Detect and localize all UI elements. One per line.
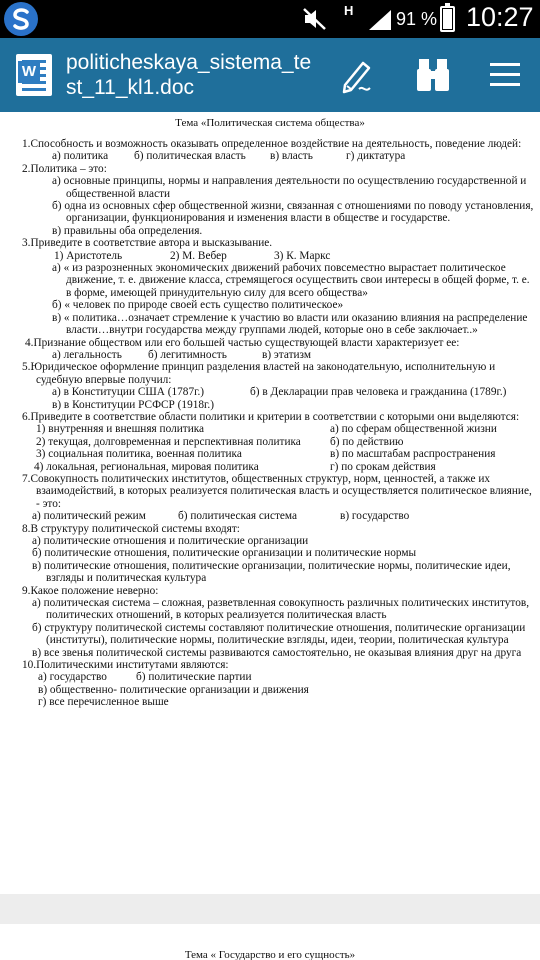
answer-option: в) политические отношения, политические организации, политические нормы, политические идеи, взгляды и политическая культура bbox=[32, 559, 511, 585]
edit-button[interactable] bbox=[334, 52, 380, 98]
answer-option: а) политические отношения и политические организации bbox=[32, 535, 309, 547]
question-5: 5.Юридическое оформление принцип разделения властей на законодательную, исполнительную и судебную впервые получил: bbox=[22, 361, 496, 386]
answer-option: в) правильны оба определения. bbox=[52, 224, 203, 237]
answer-option: б) одна из основных сфер общественной жизни, связанная с отношениями по поводу установления, организации, функционирования и изменения власти в обществе и государстве. bbox=[52, 200, 534, 225]
answer-option: г) диктатура bbox=[346, 150, 406, 163]
answer-option: а) основные принципы, нормы и направления деятельности по осуществлению государственной и общественной власти bbox=[52, 175, 527, 200]
question-4: 4.Признание обществом или его большей частью существующей власти характеризует ее: bbox=[25, 336, 460, 349]
answer-option: б) политическая власть bbox=[134, 150, 246, 163]
author: 3) К. Маркс bbox=[274, 249, 331, 262]
match-left: 2) текущая, долговременная и перспективная политика bbox=[36, 435, 301, 448]
mute-icon bbox=[303, 8, 327, 35]
document-page[interactable] bbox=[0, 112, 540, 894]
doc-icon-letter: W bbox=[18, 61, 40, 83]
question-9: 9.Какое положение неверно: bbox=[22, 584, 159, 597]
author: 2) М. Вебер bbox=[170, 249, 227, 262]
answer-option: б) структуру политической системы составляют политические отношения, политические организации (институты), политические нормы, политические взгляды, идеи, теории, политическая культура bbox=[32, 621, 526, 647]
next-page-title: Тема « Государство и его сущность» bbox=[184, 949, 356, 960]
word-doc-icon bbox=[16, 54, 52, 96]
answer-option: б) « человек по природе своей есть существо политическое» bbox=[52, 299, 344, 312]
match-left: 1) внутренняя и внешняя политика bbox=[36, 423, 205, 436]
app-bar bbox=[0, 38, 540, 112]
match-left: 3) социальная политика, военная политика bbox=[36, 448, 242, 461]
match-right: в) по масштабам распространения bbox=[330, 448, 496, 461]
answer-option: б) политические отношения, политические организации и политические нормы bbox=[32, 547, 417, 560]
document-page-2[interactable] bbox=[0, 924, 540, 960]
question-7: 7.Совокупность политических институтов, общественных структур, норм, ценностей, а также их взаимодействий, в которых реализуется политическая власть и осуществляется политическое влияние, - это: bbox=[22, 472, 532, 510]
question-6: 6.Приведите в соответствие области политики и критерии в соответствии с которыми они выделяются: bbox=[22, 410, 520, 423]
answer-row bbox=[32, 510, 537, 522]
answer-option: б) политические партии bbox=[136, 671, 252, 684]
question-3: 3.Приведите в соответствие автора и высказывание. bbox=[22, 237, 273, 250]
answer-row bbox=[38, 671, 537, 683]
document-body bbox=[22, 138, 537, 709]
answer-row bbox=[52, 386, 537, 398]
answer-option: в) государство bbox=[340, 510, 410, 523]
edit-pen-icon bbox=[337, 55, 377, 95]
find-binoculars-icon bbox=[413, 55, 453, 95]
answer-option: в) все звенья политической системы развиваются самостоятельно, не оказывая влияния друг на друга bbox=[32, 646, 522, 659]
answer-option: а) политика bbox=[52, 150, 109, 163]
match-right: а) по сферам общественной жизни bbox=[330, 423, 497, 436]
match-row bbox=[36, 436, 537, 448]
menu-icon bbox=[487, 57, 523, 93]
answer-option: а) политический режим bbox=[32, 510, 146, 523]
answer-option: в) этатизм bbox=[262, 348, 311, 361]
signal-icon bbox=[368, 9, 392, 36]
match-left: 4) локальная, региональная, мировая политика bbox=[34, 460, 259, 473]
answer-option: б) политическая система bbox=[178, 510, 297, 523]
question-2: 2.Политика – это: bbox=[22, 162, 107, 175]
battery-percent: 91 % bbox=[396, 9, 438, 29]
answer-option: а) политическая система – сложная, разветвленная совокупность различных политических институтов, политических отношений, в которых реализуется политическая власть bbox=[32, 597, 530, 622]
match-row bbox=[34, 461, 537, 473]
question-10: 10.Политическими институтами являются: bbox=[22, 659, 229, 672]
answer-row bbox=[52, 150, 537, 162]
file-name: politicheskaya_sistema_test_11_kl1.doc bbox=[66, 51, 312, 99]
question-1: 1.Способность и возможность оказывать определенное воздействие на деятельность, поведение людей: bbox=[22, 138, 522, 150]
answer-option: г) все перечисленное выше bbox=[38, 696, 169, 709]
match-row bbox=[36, 423, 537, 435]
answer-option: в) « политика…означает стремление к участию во власти или оказанию влияния на распределение власти…внутри государства между группами людей, которые оно в себе заключает..» bbox=[52, 311, 528, 337]
clock: 10:27 bbox=[466, 2, 534, 32]
app-icon bbox=[4, 2, 38, 36]
network-type: H bbox=[344, 3, 354, 18]
answer-option: б) в Декларации прав человека и гражданина (1789г.) bbox=[250, 386, 507, 399]
answer-option: а) в Конституции США (1787г.) bbox=[52, 386, 205, 399]
match-right: г) по срокам действия bbox=[330, 460, 436, 473]
status-bar bbox=[0, 0, 540, 38]
answer-option: в) власть bbox=[270, 150, 313, 163]
answer-option: а) государство bbox=[38, 671, 107, 684]
page-gap bbox=[0, 894, 540, 924]
document-title: Тема «Политическая система общества» bbox=[175, 117, 365, 129]
question-8: 8.В структуру политической системы входят: bbox=[22, 522, 240, 535]
author: 1) Аристотель bbox=[54, 249, 123, 262]
find-button[interactable] bbox=[410, 52, 456, 98]
match-right: б) по действию bbox=[330, 435, 404, 448]
answer-option: в) общественно- политические организации и движения bbox=[38, 683, 309, 696]
answer-option: в) в Конституции РСФСР (1918г.) bbox=[52, 398, 214, 411]
answer-option: б) легитимность bbox=[148, 348, 227, 361]
answer-option: а) « из разрозненных экономических движений рабочих повсеместно вырастает политическое движение, т. е. движение класса, стремящегося осуществить свои интересы в общей форме, т. е. в форме, имеющей принудительную силу для всего общества» bbox=[52, 262, 530, 299]
battery-icon bbox=[440, 6, 455, 32]
menu-button[interactable] bbox=[482, 52, 528, 98]
match-row bbox=[36, 448, 537, 460]
author-row bbox=[54, 250, 537, 262]
answer-option: а) легальность bbox=[52, 348, 122, 361]
answer-row bbox=[52, 349, 537, 361]
